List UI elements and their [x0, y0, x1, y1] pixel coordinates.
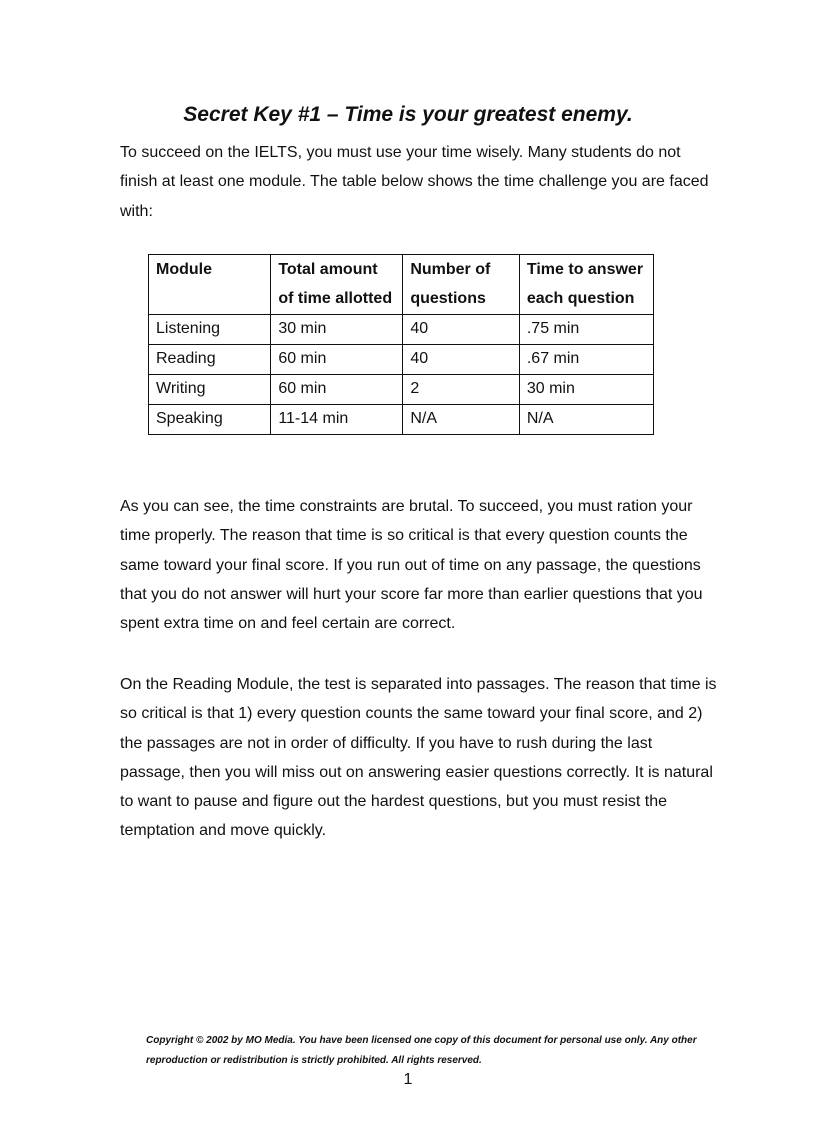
body-paragraph-time-constraints: As you can see, the time constraints are brutal. To succeed, you must ration your time properly. The reason that time is so critical is that every question counts the same toward your final score. If you run out of time on any passage, the questions that you do not answer will hurt your score far more than earlier questions that you spent extra time on and feel certain are correct.: [120, 498, 703, 633]
cell-total-time: 60 min: [271, 375, 403, 405]
cell-module: Speaking: [149, 405, 271, 435]
header-time-per-question: Time to answer each question: [519, 255, 653, 315]
cell-module: Writing: [149, 375, 271, 405]
cell-time-per-question: 30 min: [519, 375, 653, 405]
cell-total-time: 60 min: [271, 345, 403, 375]
page-number: 1: [403, 1071, 413, 1088]
page-title: Secret Key #1 – Time is your greatest enemy.: [183, 103, 633, 126]
table-row: [149, 345, 654, 375]
cell-total-time: 30 min: [271, 315, 403, 345]
body-paragraph-reading-module: On the Reading Module, the test is separated into passages. The reason that time is so critical is that 1) every question counts the same toward your final score, and 2) the passages are not in order of difficulty. If you have to rush during the last passage, then you will miss out on answering easier questions correctly. It is natural to want to pause and figure out the hardest questions, but you must resist the temptation and move quickly.: [120, 676, 717, 840]
header-number-of-questions: Number of questions: [403, 255, 520, 315]
table-row: [149, 375, 654, 405]
copyright-notice: Copyright © 2002 by MO Media. You have been licensed one copy of this document for personal use only. Any other reproduction or redistribution is strictly prohibited. All rights reserved.: [146, 1035, 697, 1066]
cell-number-of-questions: 2: [403, 375, 520, 405]
cell-number-of-questions: 40: [403, 345, 520, 375]
cell-time-per-question: .75 min: [519, 315, 653, 345]
table-row: [149, 315, 654, 345]
cell-module: Listening: [149, 315, 271, 345]
table-row: [149, 405, 654, 435]
intro-paragraph: To succeed on the IELTS, you must use your time wisely. Many students do not finish at least one module. The table below shows the time challenge you are faced with:: [120, 144, 709, 220]
cell-number-of-questions: N/A: [403, 405, 520, 435]
cell-number-of-questions: 40: [403, 315, 520, 345]
time-challenge-table: [148, 254, 654, 435]
cell-total-time: 11-14 min: [271, 405, 403, 435]
table-header-row: [149, 255, 654, 315]
cell-module: Reading: [149, 345, 271, 375]
cell-time-per-question: .67 min: [519, 345, 653, 375]
header-module: Module: [149, 255, 271, 315]
header-total-time: Total amount of time allotted: [271, 255, 403, 315]
cell-time-per-question: N/A: [519, 405, 653, 435]
